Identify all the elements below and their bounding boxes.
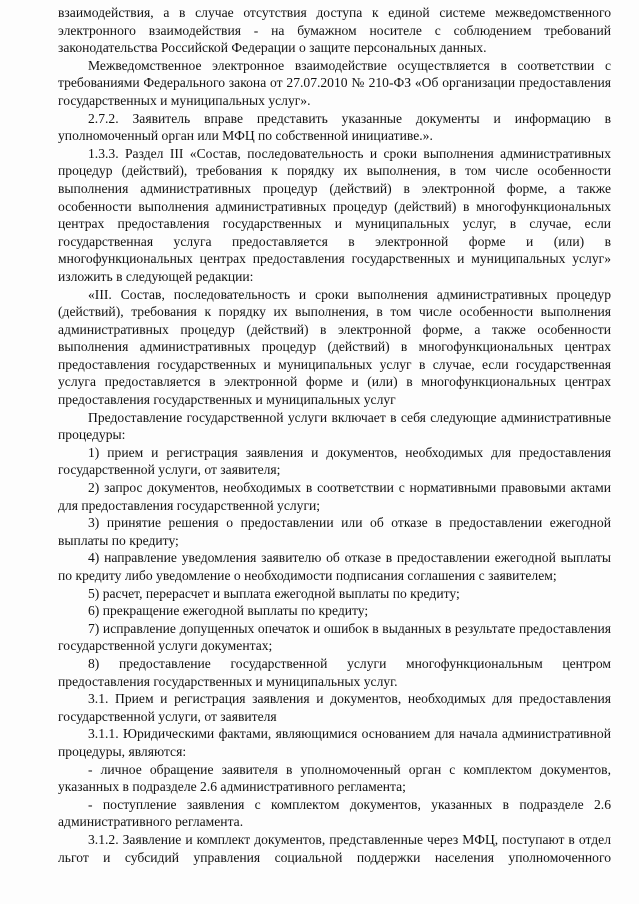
list-item-8: 8) предоставление государственной услуги многофункциональным центром предоставления государственных и муниципальных услуг. xyxy=(58,655,611,689)
list-item-5: 5) расчет, перерасчет и выплата ежегодной выплаты по кредиту; xyxy=(88,585,460,601)
list-item-2: 2) запрос документов, необходимых в соответствии с нормативными правовыми актами для предоставления государственной услуги; xyxy=(58,480,611,513)
list-item-3: 3) принятие решения о предоставлении или об отказе в предоставлении ежегодной выплаты по кредиту; xyxy=(58,515,611,548)
list-item-6: 6) прекращение ежегодной выплаты по кредиту; xyxy=(88,603,369,619)
list-item-7: 7) исправление допущенных опечаток и ошибок в выданных в результате предоставления государственной услуги документах; xyxy=(58,620,611,654)
paragraph-3-1-1: 3.1.1. Юридическими фактами, являющимися основанием для начала административной процедуры, являются: xyxy=(58,726,611,759)
paragraph-1: взаимодействия, а в случае отсутствия доступа к единой системе межведомственного электронного взаимодействия - на бумажном носителе с соблюдением требований законодательства Российской Федерации о защите персональных данных. xyxy=(58,5,611,56)
paragraph-4: 1.3.3. Раздел III «Состав, последовательность и сроки выполнения административных процедур (действий), требования к порядку их выполнения, в том числе особенности выполнения административных процедур (действий) в электронной форме, а также особенности выполнения административных процедур (действий) в многофункциональных центрах предоставления государственных и муниципальных услуг, в случае, если государственная услуга предоставляется в электронной форме и (или) в многофункциональных центрах предоставления государственных и муниципальных услуг» изложить в следующей редакции: xyxy=(58,145,611,284)
paragraph-6: Предоставление государственной услуги включает в себя следующие административные процедуры: xyxy=(58,409,611,443)
paragraph-2: Межведомственное электронное взаимодействие осуществляется в соответствии с требованиями Федерального закона от 27.07.2010 № 210-ФЗ «Об организации предоставления государственных и муниципальных услуг». xyxy=(58,57,611,108)
paragraph-3: 2.7.2. Заявитель вправе представить указанные документы и информацию в уполномоченный орган или МФЦ по собственной инициативе.». xyxy=(58,110,611,144)
dash-item-1: - личное обращение заявителя в уполномоченный орган с комплектом документов, указанных в подразделе 2.6 административного регламента; xyxy=(58,761,611,795)
list-item-4: 4) направление уведомления заявителю об отказе в предоставлении ежегодной выплаты по кредиту либо уведомление о необходимости подписания соглашения с заявителем; xyxy=(58,550,611,583)
paragraph-5: «III. Состав, последовательность и сроки выполнения административных процедур (действий), требования к порядку их выполнения, в том числе особенности выполнения административных процедур (действий) в электронной форме, а также особенности выполнения административных процедур (действий) в многофункциональных центрах предоставления государственных и муниципальных услуг в случае, если государственная услуга предоставляется в электронной форме и (или) в многофункциональных центрах предоставления государственных и муниципальных услуг xyxy=(58,286,611,408)
section-heading-3-1: 3.1. Прием и регистрация заявления и документов, необходимых для предоставления государственной услуги, от заявителя xyxy=(58,691,611,724)
dash-item-2: - поступление заявления с комплектом документов, указанных в подразделе 2.6 административного регламента. xyxy=(58,796,611,830)
list-item-1: 1) прием и регистрация заявления и документов, необходимых для предоставления государственной услуги, от заявителя; xyxy=(58,444,611,478)
paragraph-3-1-2: 3.1.2. Заявление и комплект документов, представленные через МФЦ, поступают в отдел льгот и субсидий управления социальной поддержки населения уполномоченного xyxy=(58,831,611,865)
